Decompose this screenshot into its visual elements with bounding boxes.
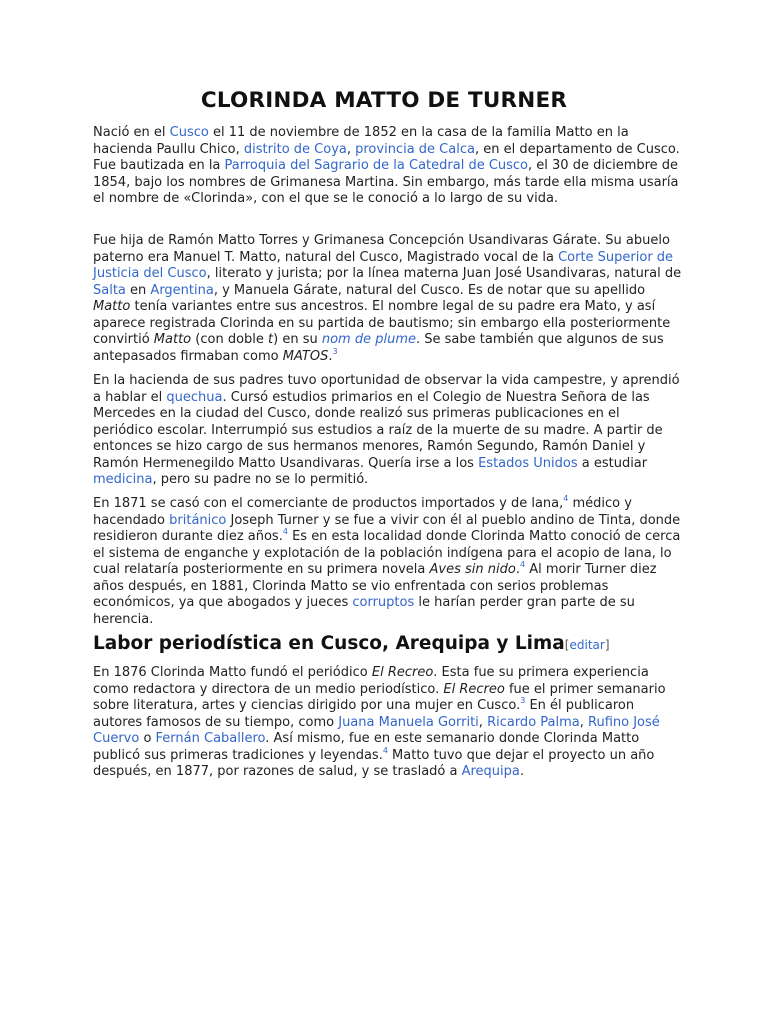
text: el 11 de noviembre de 1852 en la casa de la familia Matto en la hacienda Paullu Chico, [93,125,629,157]
link-medicina[interactable]: medicina [93,472,153,487]
text: ) en su [273,332,322,347]
bracket: ] [604,638,610,652]
italic-link-text: nom de plume [321,332,416,347]
text: o [139,731,156,746]
edit-link[interactable]: editar [569,638,605,652]
text: , [478,714,488,730]
text: . [515,562,520,577]
italic-text: MATOS [282,348,329,364]
text: . [328,348,333,364]
link-nom-de-plume[interactable] [322,332,416,347]
link-estados-unidos[interactable]: Estados Unidos [478,455,578,471]
text: . Cursó estudios primarios en el Colegio de Nuestra Señora de las Mercedes en la ciudad del Cusco, donde realizó sus primeras publicaciones en el periódico escolar. Interrumpió sus estudios a raíz de la muerte de su madre. A partir de entonces se hizo cargo de sus hermanos menores, Ramón Segundo, Ramón Daniel y Ramón Hermenegildo Matto Usandivaras. Quería irse a los [93,389,663,471]
text: . Se sabe también que algunos de sus antepasados firmaban como [93,332,664,364]
text: le harían perder gran parte de su herencia. [93,595,635,627]
italic-text: Aves sin nido [429,562,516,577]
italic-text: t [268,332,274,347]
text: , [346,141,356,157]
text: tenía variantes entre sus ancestros. El nombre legal de su padre era Mato, y así aparece registrada Clorinda en su partida de bautismo; sin embargo ella posteriormente convirtió [93,299,671,347]
text: En él publicaron autores famosos de su tiempo, como [93,698,635,730]
link-cusco[interactable]: Cusco [169,125,209,140]
link-corte-superior[interactable]: Corte Superior de Justicia del Cusco [93,249,674,281]
edit-section [565,638,610,652]
link-juana-manuela-gorriti[interactable]: Juana Manuela Gorriti [338,714,479,730]
footnote-ref[interactable]: 3 [332,346,338,356]
paragraph-marriage [93,496,683,628]
link-britanico[interactable]: británico [169,512,227,528]
link-parroquia-sagrario[interactable]: Parroquia del Sagrario de la Catedral de Cusco [224,158,529,173]
link-argentina[interactable]: Argentina [150,282,214,298]
text: Fue hija de Ramón Matto Torres y Grimanesa Concepción Usandivaras Gárate. Su abuelo paterno era Manuel T. Matto, natural del Cusco, Magistrado vocal de la [93,233,670,265]
text: , en el departamento de Cusco. Fue bautizada en la [93,141,680,173]
text: médico y hacendado [93,496,632,528]
bracket: [ [564,638,570,652]
italic-text: El Recreo [371,665,434,680]
paragraph-childhood [93,373,683,489]
text: . Así mismo, fue en este semanario donde Clorinda Matto publicó sus primeras tradiciones y leyendas. [93,731,640,763]
link-arequipa[interactable]: Arequipa [461,764,520,779]
link-salta[interactable]: Salta [93,282,126,298]
text: En la hacienda de sus padres tuvo oportunidad de observar la vida campestre, y aprendió a hablar el [93,373,680,405]
text: Matto tuvo que dejar el proyecto un año después, en 1877, por razones de salud, y se trasladó a [93,747,655,779]
text: . Esta fue su primera experiencia como redactora y directora de un medio periodístico. [93,665,649,697]
footnote-ref[interactable]: 4 [282,527,288,536]
footnote-ref[interactable]: 4 [519,560,526,569]
paragraph-el-recreo [93,665,683,781]
section-heading-text: Labor periodística en Cusco, Arequipa y Lima [93,633,565,654]
text: , literato y jurista; por la línea materna Juan José Usandivaras, natural de [206,266,682,281]
text: (con doble [191,332,269,347]
link-rufino-jose-cuervo[interactable]: Rufino José Cuervo [93,714,660,746]
page-title: CLORINDA MATTO DE TURNER [200,88,568,113]
text: en [125,282,151,298]
link-ricardo-palma[interactable]: Ricardo Palma [487,714,580,730]
link-distrito-de-coya[interactable]: distrito de Coya [243,141,347,157]
footnote-ref[interactable]: 4 [563,494,569,503]
text: , el 30 de diciembre de 1854, bajo los nombres de Grimanesa Martina. Sin embargo, más tarde ella misma usaría el nombre de «Clorinda», con el que se le conoció a lo largo de su vida. [93,158,679,206]
text: , [579,714,589,730]
paragraph-birth [93,125,683,208]
text: En 1876 Clorinda Matto fundó el periódico [93,665,372,680]
italic-text: Matto [153,332,192,347]
link-corruptos[interactable]: corruptos [352,595,415,610]
text: , y Manuela Gárate, natural del Cusco. Es de notar que su apellido [213,282,646,298]
text: Al morir Turner diez años después, en 1881, Clorinda Matto se vio enfrentada con serios problemas económicos, ya que abogados y jueces [93,562,657,610]
link-quechua[interactable]: quechua [166,389,223,405]
text: Es en esta localidad donde Clorinda Matto conoció de cerca el sistema de enganche y explotación de la población indígena para el acopio de lana, lo cual relataría posteriormente en su primera novela [93,529,681,577]
link-provincia-de-calca[interactable]: provincia de Calca [355,141,475,157]
text: Nació en el [93,125,170,140]
text: a estudiar [577,455,648,471]
text: Joseph Turner y se fue a vivir con él al pueblo andino de Tinta, donde residieron durante diez años. [93,512,681,544]
text: , pero su padre no se lo permitió. [152,472,369,487]
section-heading [93,633,610,654]
italic-text: Matto [93,299,131,314]
text: fue el primer semanario sobre literatura, artes y ciencias dirigido por una mujer en Cusco. [93,681,666,713]
text: En 1871 se casó con el comerciante de productos importados y de lana, [93,496,564,511]
footnote-ref[interactable]: 4 [382,745,388,755]
paragraph-family [93,233,683,365]
footnote-ref[interactable]: 3 [520,696,526,705]
italic-text: El Recreo [443,681,505,697]
text: . [519,764,525,779]
link-fernan-caballero[interactable]: Fernán Caballero [155,731,266,746]
